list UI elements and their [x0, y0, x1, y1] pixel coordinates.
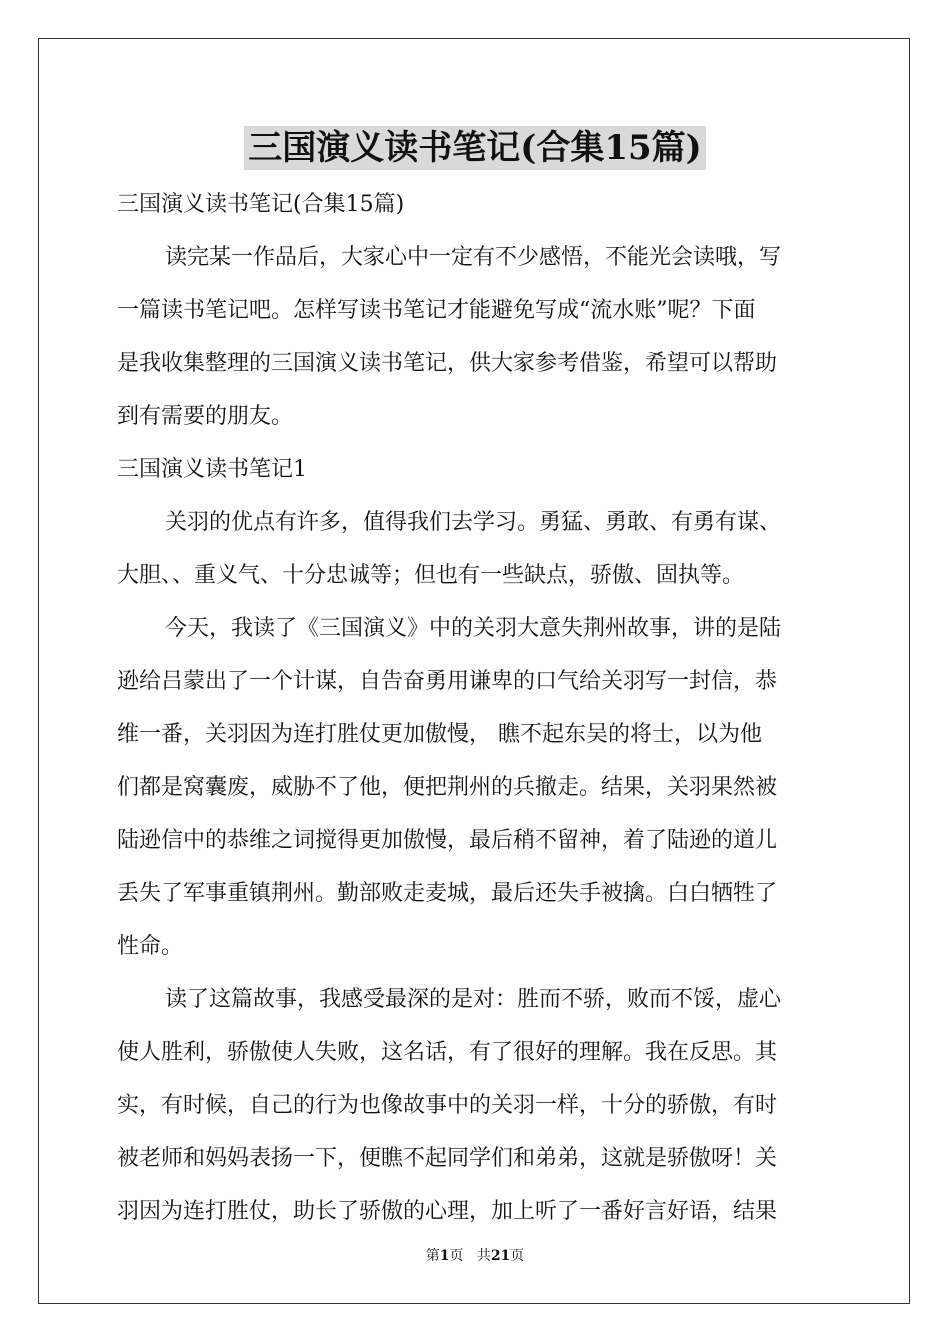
page-footer [0, 1246, 950, 1266]
text-line: 陆逊信中的恭维之词搅得更加傲慢，最后稍不留神，着了陆逊的道儿 [117, 828, 778, 853]
text-line: 读完某一作品后，大家心中一定有不少感悟，不能光会读哦，写 [165, 245, 782, 270]
paragraph [117, 443, 833, 496]
text-line: 性命。 [117, 934, 184, 959]
text-line: 关羽的优点有许多，值得我们去学习。勇猛、勇敢、有勇有谋、 [165, 510, 782, 535]
text-line: 今天，我读了《三国演义》中的关羽大意失荆州故事，讲的是陆 [165, 616, 782, 641]
text-line: 维一番，关羽因为连打胜仗更加傲慢， 瞧不起东吴的将士，以为他 [117, 722, 762, 747]
text-line: 羽因为连打胜仗，助长了骄傲的心理，加上听了一番好言好语，结果 [117, 1199, 778, 1224]
text-line: 逊给吕蒙出了一个计谋，自告奋勇用谦卑的口气给关羽写一封信，恭 [117, 669, 778, 694]
paragraph [117, 231, 833, 443]
document-body [117, 178, 833, 1238]
text-line: 使人胜利，骄傲使人失败，这名话，有了很好的理解。我在反思。其 [117, 1040, 778, 1065]
text-line: 丢失了军事重镇荆州。勤部败走麦城，最后还失手被擒。白白牺牲了 [117, 881, 778, 906]
page-current: 1 [439, 1248, 450, 1264]
text-line: 大胆、、重义气、十分忠诚等；但也有一些缺点，骄傲、固执等。 [117, 563, 745, 588]
page-prefix: 第 [425, 1248, 440, 1264]
paragraph [117, 973, 833, 1238]
title-container [0, 126, 950, 170]
paragraph [117, 178, 833, 231]
page-total: 21 [490, 1248, 511, 1264]
text-line: 三国演义读书笔记1 [117, 457, 307, 482]
text-line: 读了这篇故事，我感受最深的是对：胜而不骄，败而不馁，虚心 [165, 987, 782, 1012]
text-line: 一篇读书笔记吧。怎样写读书笔记才能避免写成“流水账”呢？下面 [117, 298, 756, 323]
text-line: 到有需要的朋友。 [117, 404, 294, 429]
document-title: 三国演义读书笔记(合集15篇) [244, 126, 706, 170]
text-line: 们都是窝囊废，威胁不了他，便把荆州的兵撤走。结果，关羽果然被 [117, 775, 778, 800]
text-line: 实，有时候，自己的行为也像故事中的关羽一样，十分的骄傲，有时 [117, 1093, 778, 1118]
text-line: 是我收集整理的三国演义读书笔记，供大家参考借鉴，希望可以帮助 [117, 351, 778, 376]
paragraph [117, 496, 833, 602]
total-prefix: 共 [476, 1248, 491, 1264]
text-line: 三国演义读书笔记(合集15篇) [117, 192, 405, 217]
page-suffix: 页 [449, 1248, 464, 1264]
total-suffix: 页 [510, 1248, 525, 1264]
paragraph [117, 602, 833, 973]
text-line: 被老师和妈妈表扬一下，便瞧不起同学们和弟弟，这就是骄傲呀！关 [117, 1146, 778, 1171]
